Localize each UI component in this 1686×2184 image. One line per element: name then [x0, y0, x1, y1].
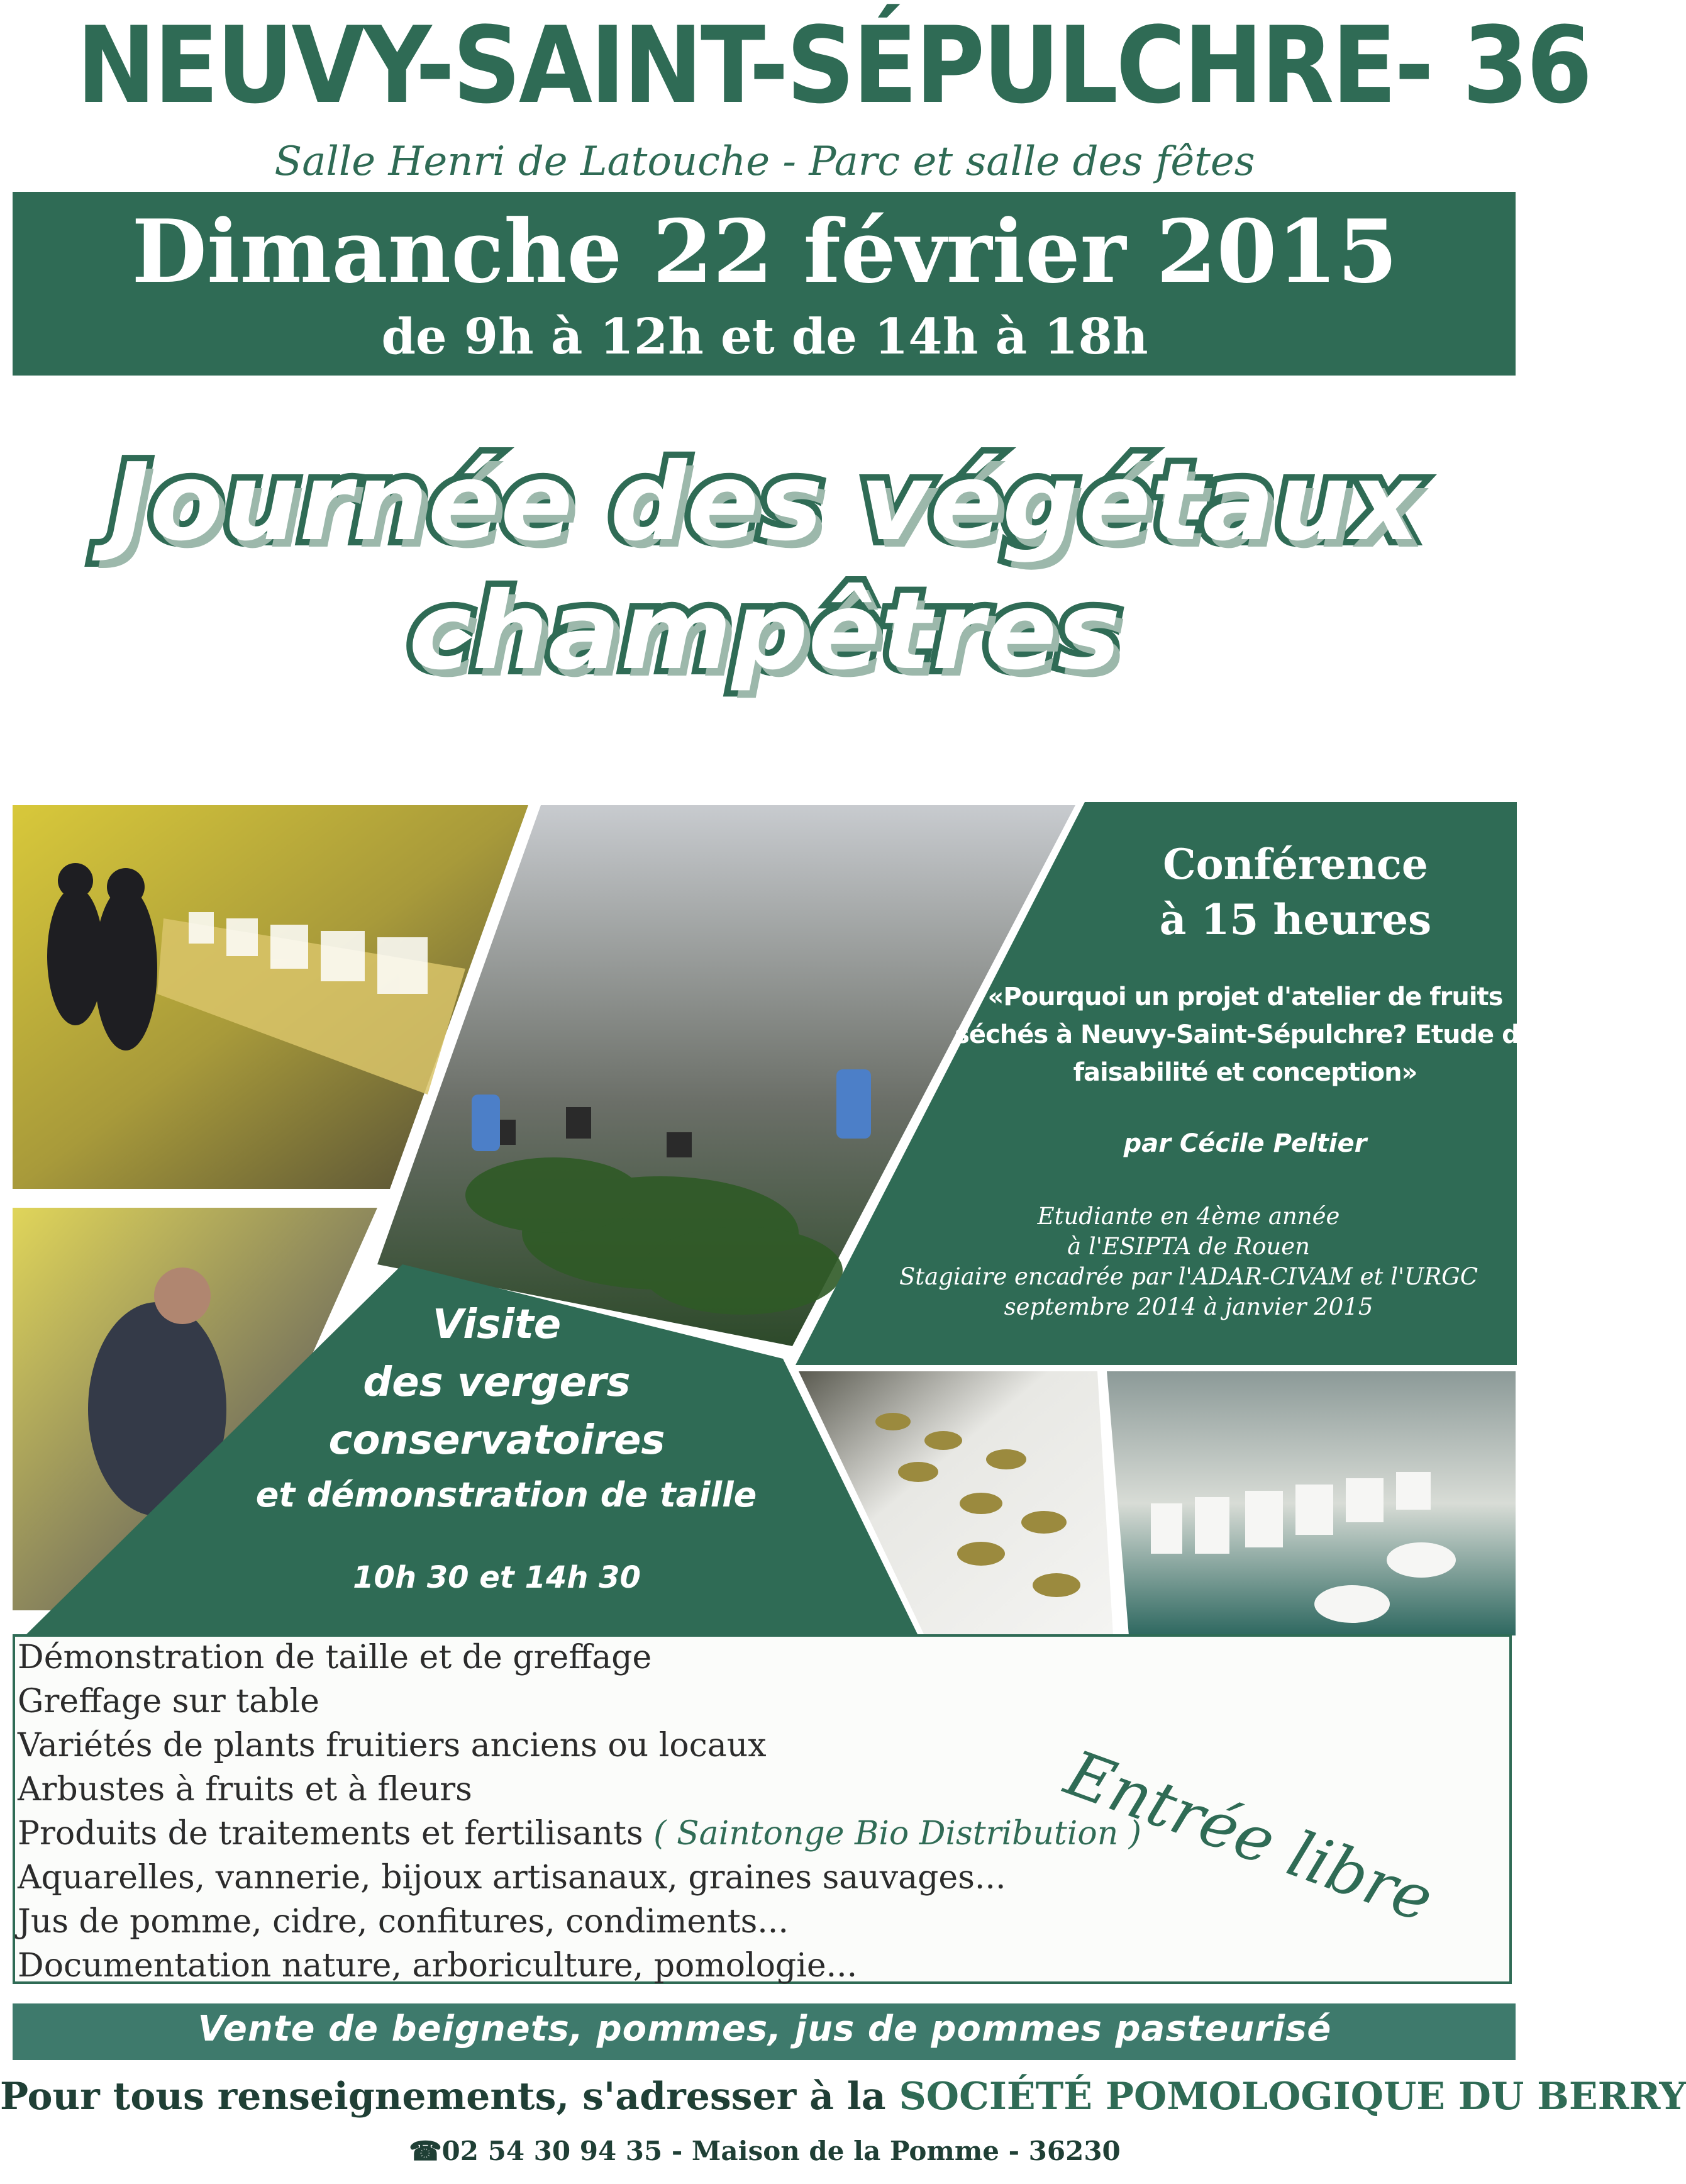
list-item: Aquarelles, vannerie, bijoux artisanaux, graines sauvages... — [18, 1859, 1006, 1897]
conference-title-line2: à 15 heures — [1159, 895, 1432, 944]
visit-line3: conservatoires — [328, 1417, 665, 1464]
free-entry-label: Entrée libre — [1056, 1736, 1443, 1937]
visit-title — [239, 1296, 755, 1469]
sale-text: Vente de beignets, pommes, jus de pommes pasteurisé — [197, 2008, 1332, 2049]
phone-text: 02 54 30 94 35 - Maison de la Pomme - 36230 — [441, 2136, 1121, 2166]
list-item: Démonstration de taille et de greffage — [18, 1639, 652, 1676]
speaker-detail-line4: septembre 2014 à janvier 2015 — [1004, 1293, 1373, 1320]
speaker-detail-line1: Etudiante en 4ème année — [1037, 1203, 1340, 1230]
page-title: NEUVY-SAINT-SÉPULCHRE- 36 — [76, 4, 1590, 127]
conference-speaker: par Cécile Peltier — [1123, 1129, 1367, 1158]
list-item: Arbustes à fruits et à fleurs — [18, 1771, 472, 1808]
conference-title-line1: Conférence — [1163, 840, 1428, 889]
visit-line1: Visite — [432, 1301, 562, 1348]
speaker-detail-line3: Stagiaire encadrée par l'ADAR-CIVAM et l'URGC — [899, 1263, 1478, 1290]
event-hours: de 9h à 12h et de 14h à 18h — [381, 308, 1148, 365]
list-item: Greffage sur table — [18, 1683, 319, 1720]
activities-list — [18, 1635, 1141, 1988]
event-title-line2: champêtres — [408, 569, 1121, 694]
distributor-name: ( Saintonge Bio Distribution ) — [653, 1815, 1142, 1852]
conference-topic-line3: faisabilité et conception» — [1073, 1058, 1417, 1087]
visit-subtitle: et démonstration de taille — [255, 1475, 757, 1515]
list-item — [18, 1812, 1141, 1856]
speaker-details — [849, 1201, 1528, 1322]
list-item: Documentation nature, arboriculture, pomologie... — [18, 1947, 858, 1985]
conference-title — [994, 837, 1597, 947]
venue-subtitle: Salle Henri de Latouche - Parc et salle des fêtes — [274, 138, 1255, 185]
list-item-text: Produits de traitements et fertilisants — [18, 1815, 643, 1852]
conference-topic-line2: séchés à Neuvy-Saint-Sépulchre? Etude de — [955, 1020, 1536, 1049]
event-date: Dimanche 22 février 2015 — [131, 200, 1398, 303]
phone-line — [0, 2136, 1529, 2166]
conference-topic-line1: «Pourquoi un projet d'atelier de fruits — [987, 983, 1503, 1011]
telephone-icon: ☎ — [409, 2136, 442, 2166]
organization-name: SOCIÉTÉ POMOLOGIQUE DU BERRY — [899, 2075, 1686, 2119]
visit-line2: des vergers — [363, 1359, 631, 1406]
visit-times: 10h 30 et 14h 30 — [353, 1560, 641, 1595]
list-item: Jus de pomme, cidre, confitures, condiments... — [18, 1903, 789, 1941]
conference-topic — [943, 978, 1547, 1091]
event-title-line1: Journée des végétaux — [109, 440, 1420, 565]
contact-lead: Pour tous renseignements, s'adresser à la — [0, 2075, 886, 2119]
contact-line — [0, 2075, 1686, 2119]
list-item: Variétés de plants fruitiers anciens ou locaux — [18, 1727, 767, 1764]
speaker-detail-line2: à l'ESIPTA de Rouen — [1067, 1233, 1310, 1260]
